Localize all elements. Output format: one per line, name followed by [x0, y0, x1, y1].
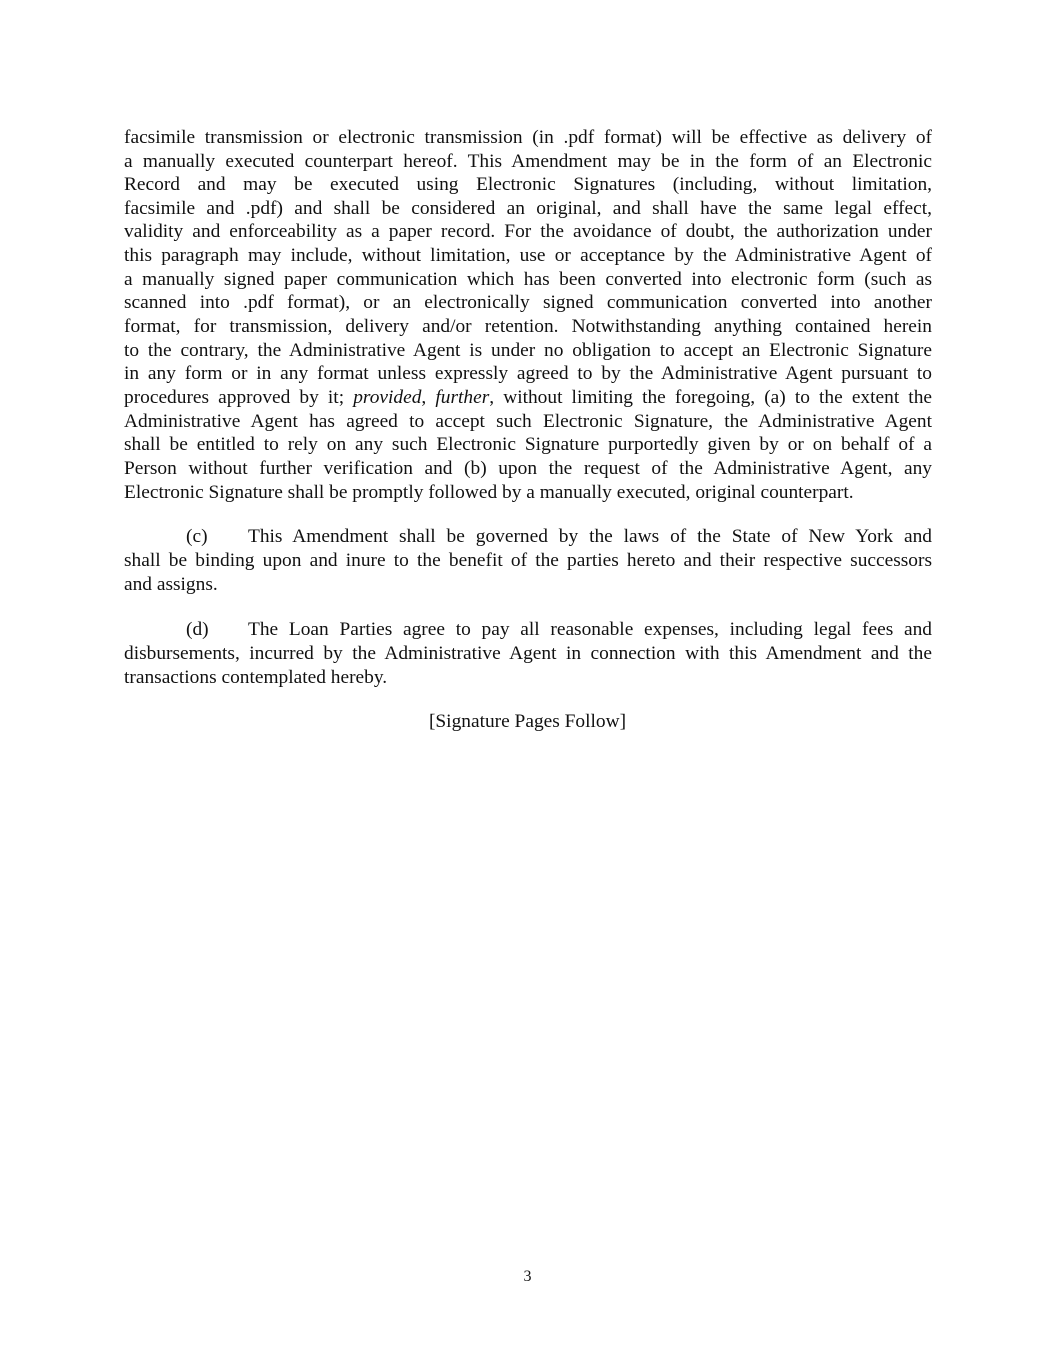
section-c-label: (c): [186, 526, 208, 547]
text-segment: procedures approved by it;: [124, 387, 354, 408]
section-c-text: This Amendment shall be governed by the laws of the State of New York and: [248, 526, 932, 547]
text-line: Person without further verification and (b) upon the request of the Administrative Agent, any: [124, 458, 932, 479]
signature-pages-note: [Signature Pages Follow]: [428, 711, 627, 732]
italic-provided: provided: [353, 387, 422, 408]
text-line: Record and may be executed using Electronic Signatures (including, without limitation,: [124, 174, 932, 195]
section-c-first-line: [186, 525, 932, 549]
section-d-label: (d): [186, 619, 209, 640]
text-line: a manually executed counterpart hereof. This Amendment may be in the form of an Electronic: [124, 151, 932, 172]
text-segment: , without limiting the foregoing, (a) to the extent the: [489, 387, 933, 408]
section-d-text: The Loan Parties agree to pay all reasonable expenses, including legal fees and: [248, 619, 932, 640]
section-d-first-line: [186, 618, 932, 642]
text-line: in any form or in any format unless expressly agreed to by the Administrative Agent pursuant to: [124, 363, 932, 384]
text-line: transactions contemplated hereby.: [124, 667, 388, 688]
text-line: disbursements, incurred by the Administrative Agent in connection with this Amendment and the: [124, 643, 932, 664]
text-line: facsimile and .pdf) and shall be considered an original, and shall have the same legal effect,: [124, 198, 932, 219]
text-line: format, for transmission, delivery and/or retention. Notwithstanding anything contained herein: [124, 316, 932, 337]
text-line: and assigns.: [124, 574, 218, 595]
text-segment: ,: [421, 387, 436, 408]
text-line: Administrative Agent has agreed to accept such Electronic Signature, the Administrative Agent: [124, 411, 932, 432]
text-line: shall be binding upon and inure to the benefit of the parties hereto and their respective successors: [124, 550, 932, 571]
text-line: scanned into .pdf format), or an electronically signed communication converted into another: [124, 292, 932, 313]
text-line: to the contrary, the Administrative Agent is under no obligation to accept an Electronic Signature: [124, 340, 932, 361]
italic-further: further: [435, 387, 490, 408]
text-line-provided-further: [124, 386, 932, 410]
text-line: validity and enforceability as a paper record. For the avoidance of doubt, the authorization under: [124, 221, 932, 242]
page-number: 3: [523, 1268, 532, 1285]
text-line: shall be entitled to rely on any such Electronic Signature purportedly given by or on behalf of a: [124, 434, 932, 455]
text-line: facsimile transmission or electronic transmission (in .pdf format) will be effective as delivery of: [124, 127, 932, 148]
text-line: a manually signed paper communication which has been converted into electronic form (such as: [124, 269, 932, 290]
text-line: Electronic Signature shall be promptly followed by a manually executed, original counterpart.: [124, 482, 854, 503]
text-line: this paragraph may include, without limitation, use or acceptance by the Administrative Agent of: [124, 245, 932, 266]
